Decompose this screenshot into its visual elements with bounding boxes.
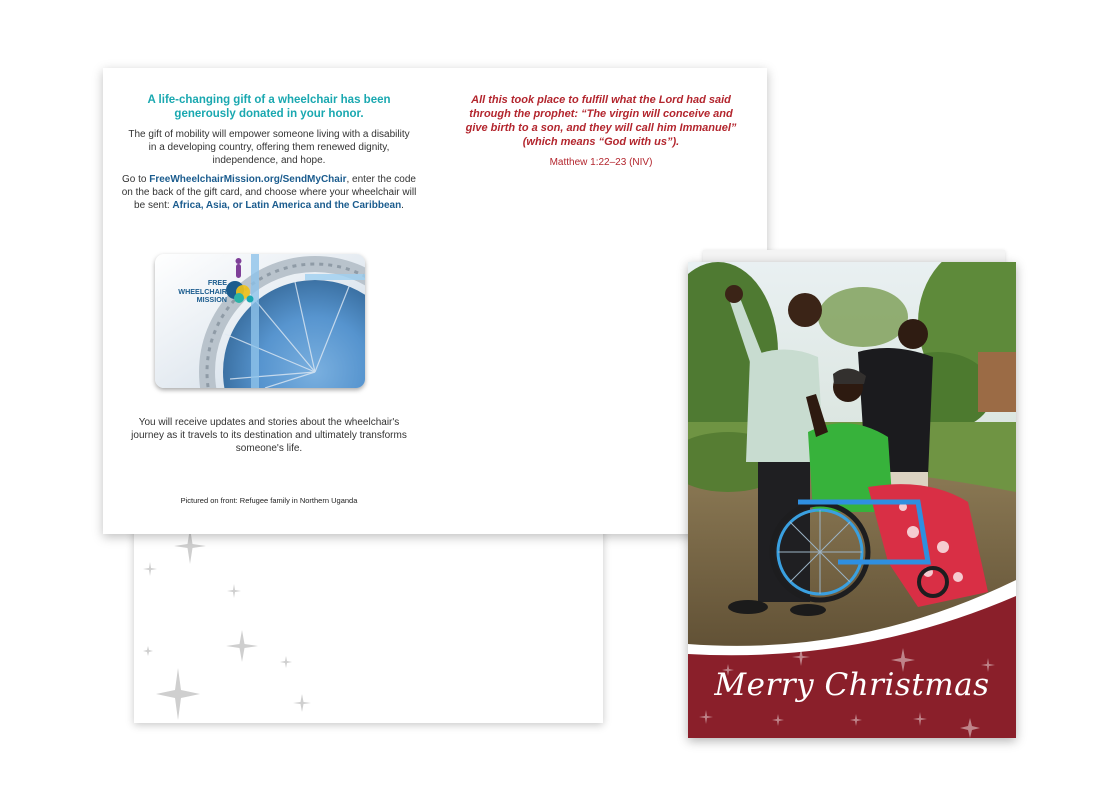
card-inside <box>103 68 767 534</box>
gift-card-logo-text <box>165 279 227 305</box>
logo-line-free: FREE <box>207 278 227 287</box>
updates-paragraph: You will receive updates and stories about the wheelchair's journey as it travels to its destination and ultimately transforms someone's life. <box>131 417 407 454</box>
instructions-intro: Go to <box>121 174 150 185</box>
card-front <box>688 262 1016 738</box>
instructions-middle: , enter the code on the back of the gift card, and choose where your wheelchair will be sent: <box>121 174 417 211</box>
merry-christmas-greeting: Merry Christmas <box>714 667 990 703</box>
wheelchair-wheel-image <box>155 254 365 388</box>
sparkle-icon <box>227 584 241 598</box>
logo-line-wheelchair: WHEELCHAIR <box>178 286 227 296</box>
sparkle-icon <box>280 656 292 668</box>
logo-line-mission: MISSION <box>196 295 227 304</box>
sparkle-icon <box>143 646 153 656</box>
sparkle-icon <box>293 694 311 712</box>
instructions-end: . <box>401 200 404 211</box>
sparkle-icon <box>156 668 200 720</box>
scripture-verse: All this took place to fulfill what the Lord had said through the prophet: “The virgin will conceive and give birth to a son, and they will call him Immanuel” (which means “God with us”). <box>465 94 737 148</box>
scripture-reference: Matthew 1:22–23 (NIV) <box>549 157 653 168</box>
regions-text: Africa, Asia, or Latin America and the Caribbean <box>172 200 402 211</box>
inside-left-panel <box>103 68 435 534</box>
send-my-chair-link[interactable]: FreeWheelchairMission.org/SendMyChair <box>149 174 347 185</box>
instructions-paragraph <box>117 173 421 212</box>
gift-card <box>155 254 365 388</box>
photo-caption: Pictured on front: Refugee family in Northern Uganda <box>180 496 358 505</box>
donation-headline: A life-changing gift of a wheelchair has been generously donated in your honor. <box>147 94 391 120</box>
mobility-paragraph: The gift of mobility will empower someone living with a disability in a developing country, offering them renewed dignity, independence, and hope. <box>128 129 410 166</box>
sparkle-icon <box>226 630 258 662</box>
sparkle-decoration <box>134 518 603 723</box>
sparkle-icon <box>143 562 157 576</box>
envelope <box>134 518 603 723</box>
